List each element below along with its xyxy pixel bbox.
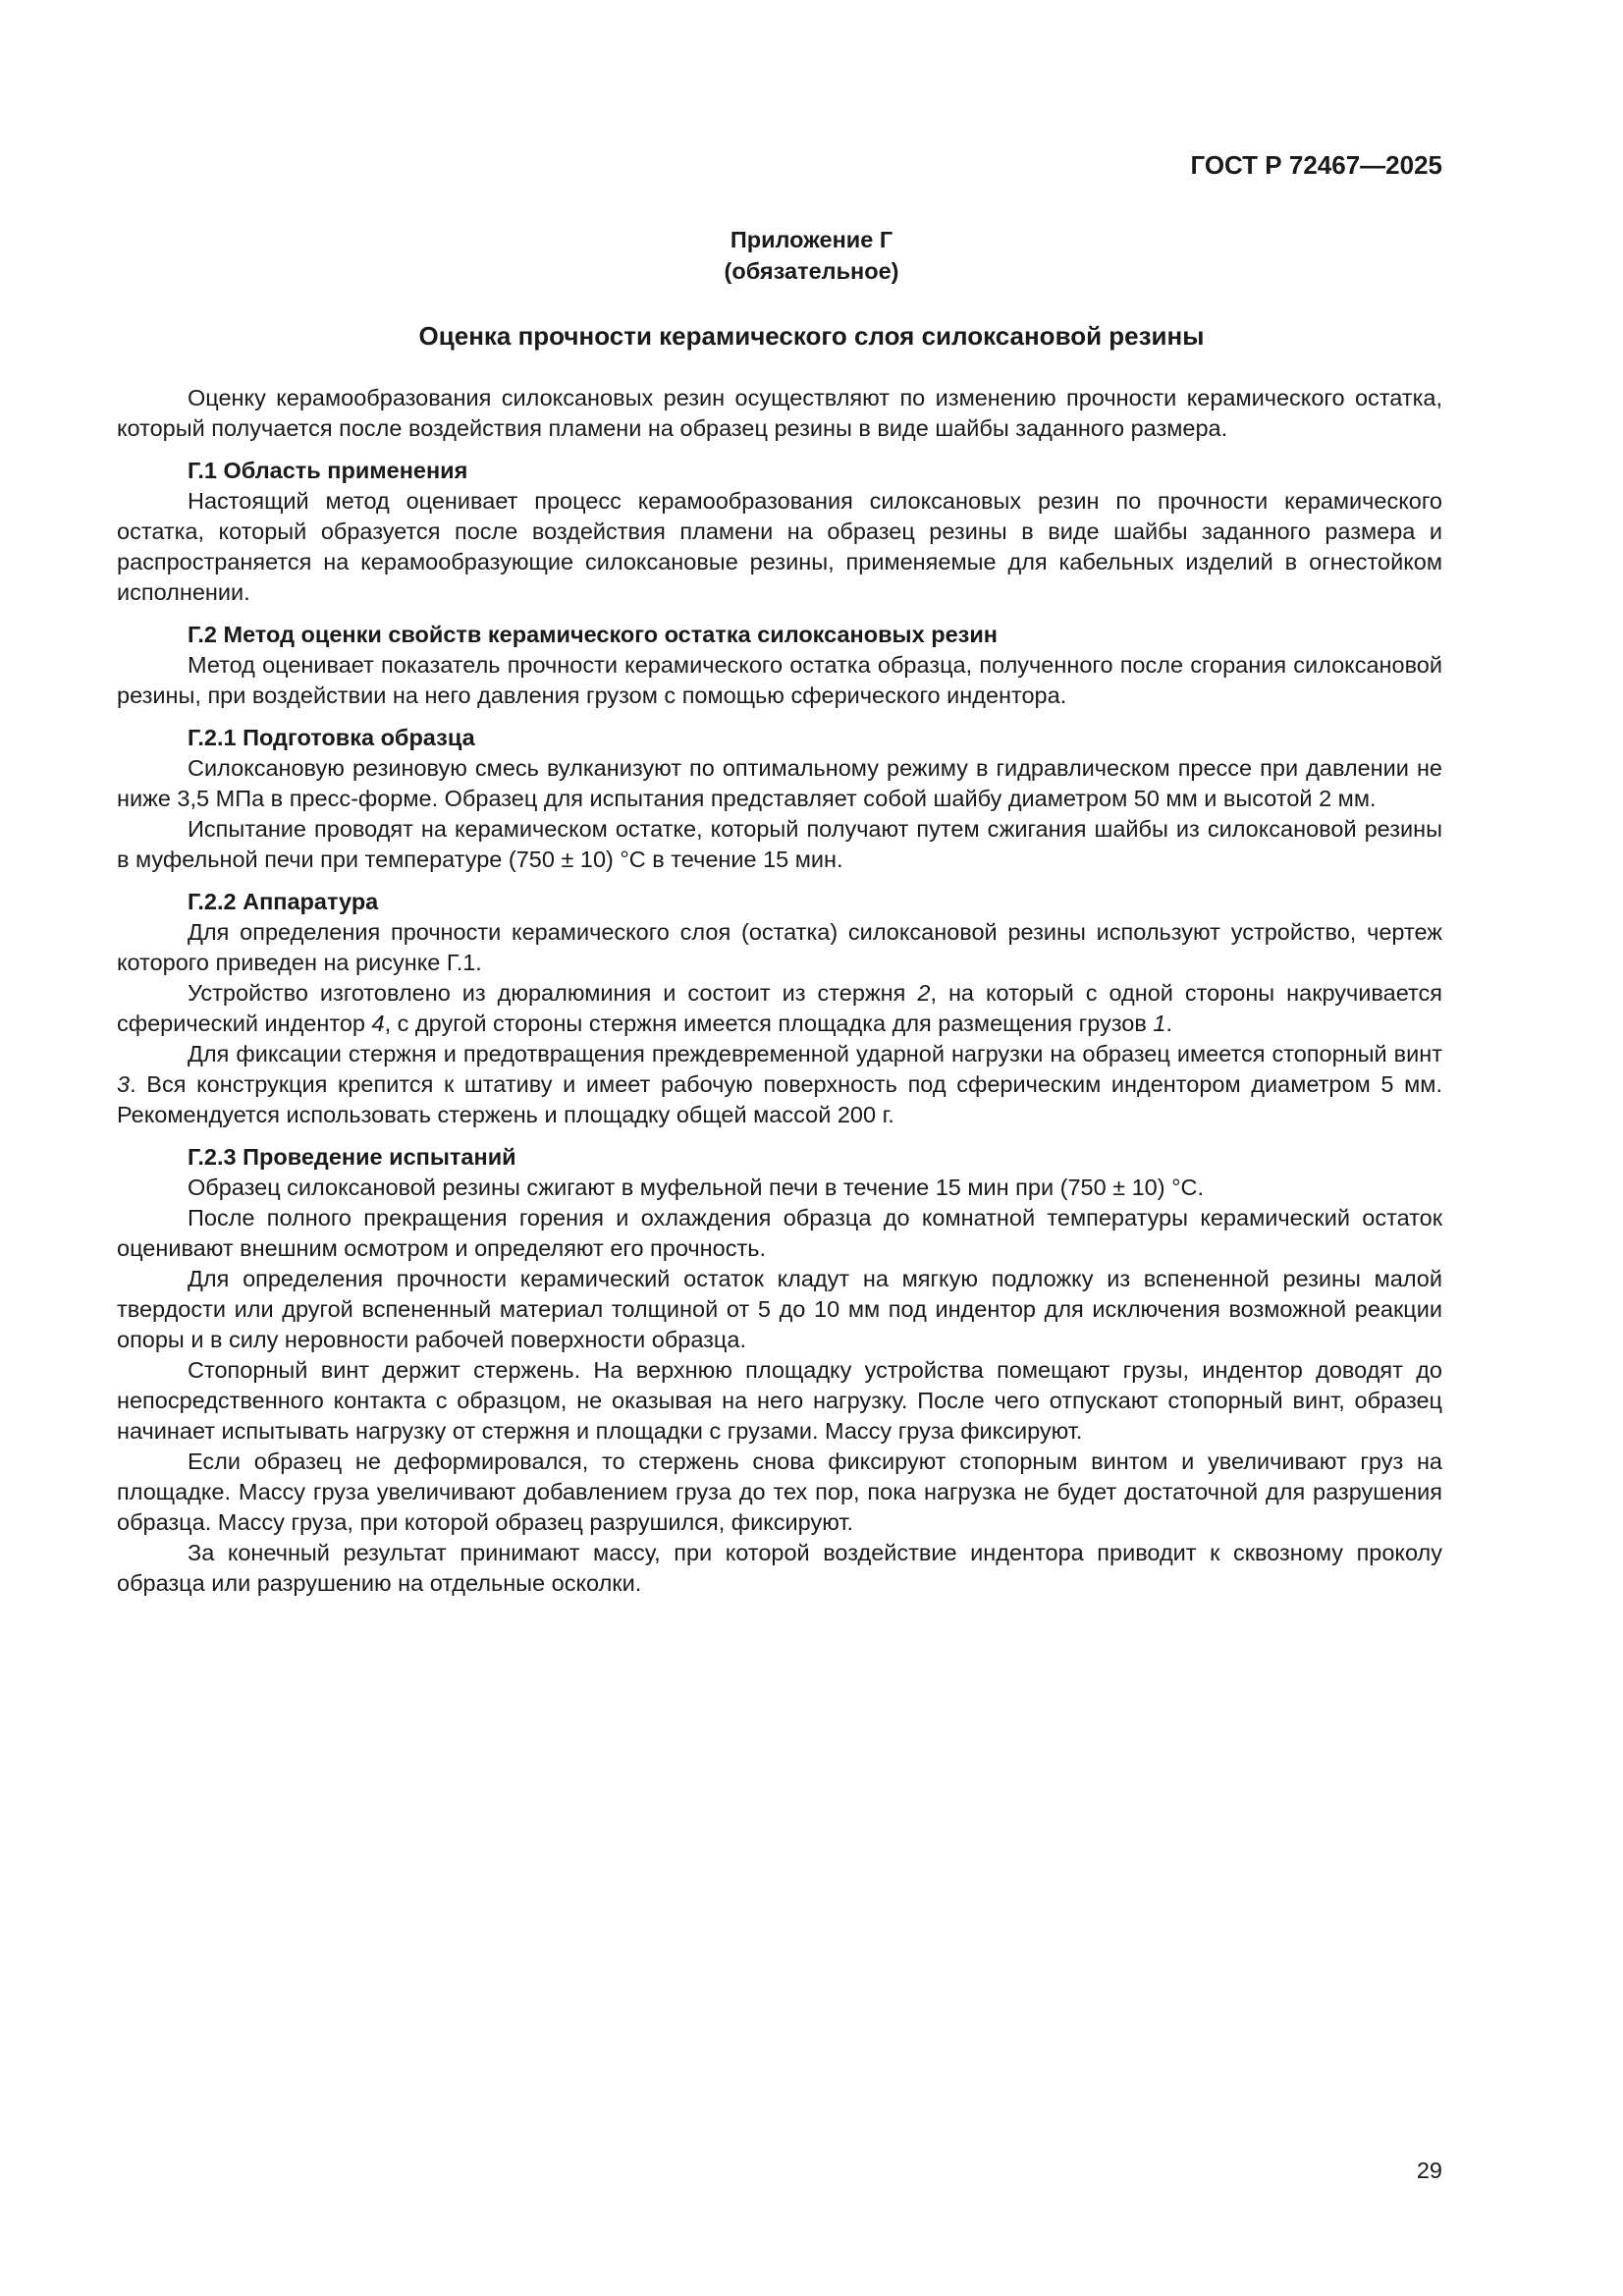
text-run: , с другой стороны стержня имеется площадка для размещения грузов xyxy=(384,1011,1154,1036)
section-g23-paragraph: После полного прекращения горения и охлаждения образца до комнатной температуры керамический остаток оценивают внешним осмотром и определяют его прочность. xyxy=(117,1205,1442,1261)
text-run: Для фиксации стержня и предотвращения преждевременной ударной нагрузки на образец имеется стопорный винт xyxy=(188,1041,1442,1066)
section-g1-heading: Г.1 Область применения xyxy=(188,458,468,483)
item-number-weights: 1 xyxy=(1153,1011,1166,1036)
text-run: Устройство изготовлено из дюралюминия и состоит из стержня xyxy=(188,980,918,1006)
annex-heading: Оценка прочности керамического слоя силоксановой резины xyxy=(418,321,1205,351)
annex-status: (обязательное) xyxy=(724,258,899,284)
annex-title: Приложение Г xyxy=(730,227,893,252)
section-g22-paragraph xyxy=(117,978,1442,1039)
section-g23-paragraph: Образец силоксановой резины сжигают в муфельной печи в течение 15 мин при (750 ± 10) °С. xyxy=(188,1175,1204,1200)
section-g2-heading: Г.2 Метод оценки свойств керамического остатка силоксановых резин xyxy=(188,622,998,647)
item-number-rod: 2 xyxy=(917,980,931,1006)
standard-number: ГОСТ Р 72467—2025 xyxy=(1190,150,1442,180)
section-g21-heading: Г.2.1 Подготовка образца xyxy=(188,725,475,750)
section-g23-paragraph: Если образец не деформировался, то стержень снова фиксируют стопорным винтом и увеличивают груз на площадке. Массу груза увеличивают добавлением груза до тех пор, пока нагрузка не будет достаточной для разрушения образца. Массу груза, при которой образец разрушился, фиксируют. xyxy=(117,1449,1442,1535)
section-g22-paragraph: Для определения прочности керамического слоя (остатка) силоксановой резины используют устройство, чертеж которого приведен на рисунке Г.1. xyxy=(117,919,1442,975)
section-g2-paragraph: Метод оценивает показатель прочности керамического остатка образца, полученного после сгорания силоксановой резины, при воздействии на него давления грузом с помощью сферического индентора. xyxy=(117,652,1442,708)
item-number-screw: 3 xyxy=(117,1071,131,1097)
section-g23-paragraph: Стопорный винт держит стержень. На верхнюю площадку устройства помещают грузы, индентор доводят до непосредственного контакта с образцом, не оказывая на него нагрузку. После чего отпускают стопорный винт, образец начинает испытывать нагрузку от стержня и площадки с грузами. Массу груза фиксируют. xyxy=(117,1357,1442,1444)
section-g23-paragraph: Для определения прочности керамический остаток кладут на мягкую подложку из вспененной резины малой твердости или другой вспененный материал толщиной от 5 до 10 мм под индентор для исключения возможной реакции опоры и в силу неровности рабочей поверхности образца. xyxy=(117,1266,1442,1352)
document-body xyxy=(117,383,1442,1599)
page-number: 29 xyxy=(1416,2158,1442,2183)
section-g22-heading: Г.2.2 Аппаратура xyxy=(188,889,379,914)
section-g1-paragraph: Настоящий метод оценивает процесс керамообразования силоксановых резин по прочности керамического остатка, который образуется после воздействия пламени на образец резины в виде шайбы заданного размера и распространяется на керамообразующие силоксановые резины, применяемые для кабельных изделий в огнестойком исполнении. xyxy=(117,488,1442,605)
section-g22-paragraph xyxy=(117,1039,1442,1130)
text-run: . xyxy=(1165,1011,1172,1036)
section-g23-paragraph: За конечный результат принимают массу, при которой воздействие индентора приводит к сквозному проколу образца или разрушению на отдельные осколки. xyxy=(117,1540,1442,1596)
section-g21-paragraph: Испытание проводят на керамическом остатке, который получают путем сжигания шайбы из силоксановой резины в муфельной печи при температуре (750 ± 10) °С в течение 15 мин. xyxy=(117,816,1442,872)
intro-paragraph: Оценку керамообразования силоксановых резин осуществляют по изменению прочности керамического остатка, который получается после воздействия пламени на образец резины в виде шайбы заданного размера. xyxy=(117,385,1442,441)
item-number-indenter: 4 xyxy=(371,1011,385,1036)
text-run: , на который с одной стороны накручивается сферический индентор xyxy=(117,980,1442,1036)
section-g23-heading: Г.2.3 Проведение испытаний xyxy=(188,1144,516,1170)
section-g21-paragraph: Силоксановую резиновую смесь вулканизуют по оптимальному режиму в гидравлическом прессе при давлении не ниже 3,5 МПа в пресс-форме. Образец для испытания представляет собой шайбу диаметром 50 мм и высотой 2 мм. xyxy=(117,755,1442,811)
text-run: . Вся конструкция крепится к штативу и имеет рабочую поверхность под сферическим индентором диаметром 5 мм. Рекомендуется использовать стержень и площадку общей массой 200 г. xyxy=(117,1071,1442,1127)
